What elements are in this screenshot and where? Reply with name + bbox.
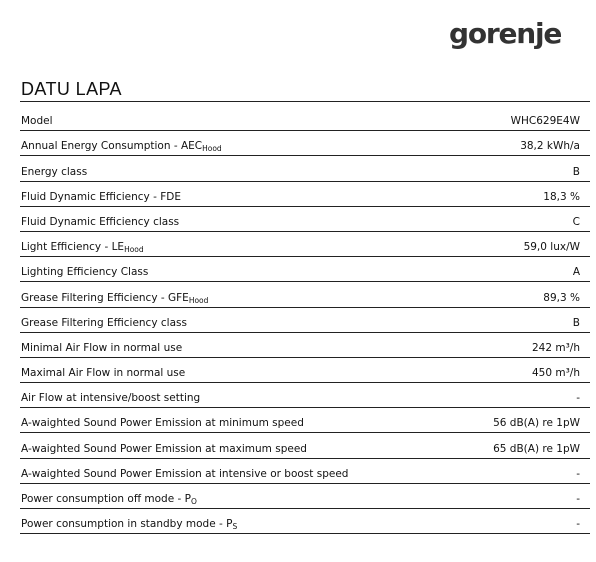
spec-row-power-off [20,484,590,509]
spec-row-annual-energy [20,131,590,156]
spec-label: A-waighted Sound Power Emission at intensive or boost speed [21,467,349,480]
spec-label: Air Flow at intensive/boost setting [21,392,201,405]
spec-value: C [572,215,580,228]
spec-label: Model [21,115,53,128]
spec-row-sound-max [20,433,590,458]
spec-row-energy-class [20,156,590,181]
spec-value: WHC629E4W [510,115,580,128]
spec-label: A-waighted Sound Power Emission at minimum speed [21,417,304,430]
spec-value: - [576,392,580,405]
spec-label: Annual Energy Consumption - $AEC_{Hood}$ [21,140,222,154]
spec-label: Grease Filtering Efficiency - $GFE_{Hood}$ [21,291,209,305]
spec-value: - [576,518,580,531]
spec-row-fde [20,182,590,207]
spec-row-sound-min [20,408,590,433]
spec-value: A [572,266,580,279]
spec-value: 38,2 kWh/a [520,140,580,153]
spec-value: 242 m³/h [531,341,580,354]
spec-row-min-air-flow [20,333,590,358]
spec-value: B [572,165,580,178]
spec-row-gfe [20,282,590,307]
spec-label: Light Efficiency - $LE_{Hood}$ [21,241,144,255]
spec-value: 59,0 lux/W [523,241,580,254]
brand-logo: gorenje [449,17,562,50]
spec-label: Fluid Dynamic Efficiency class [21,215,180,228]
spec-row-lighting-class [20,257,590,282]
spec-value: 56 dB(A) re 1pW [493,417,580,430]
spec-row-sound-boost [20,459,590,484]
spec-label: Lighting Efficiency Class [21,266,149,279]
spec-row-light-efficiency [20,232,590,257]
spec-value: 450 m³/h [531,367,580,380]
spec-row-power-standby [20,509,590,534]
spec-label: Energy class [21,165,88,178]
spec-row-model [20,106,590,131]
spec-value: - [576,493,580,505]
spec-row-gfe-class [20,308,590,333]
spec-row-boost-air-flow [20,383,590,408]
spec-label: Maximal Air Flow in normal use [21,367,186,380]
spec-row-fde-class [20,207,590,232]
spec-label: Minimal Air Flow in normal use [21,341,183,354]
spec-value: 18,3 % [543,190,580,203]
spec-label: Fluid Dynamic Efficiency - FDE [21,190,181,203]
spec-label: Power consumption off mode - $P_O$ [21,493,197,506]
document-title: DATU LAPA [21,79,122,99]
spec-value: 89,3 % [543,291,580,304]
spec-value: - [576,467,580,480]
spec-value: B [572,316,580,329]
spec-value: 65 dB(A) re 1pW [493,442,580,455]
spec-table [20,106,590,534]
spec-row-max-air-flow [20,358,590,383]
spec-label: Grease Filtering Efficiency class [21,316,187,329]
title-divider [20,101,590,102]
spec-label: Power consumption in standby mode - $P_S$ [21,518,238,532]
spec-label: A-waighted Sound Power Emission at maximum speed [21,442,307,455]
